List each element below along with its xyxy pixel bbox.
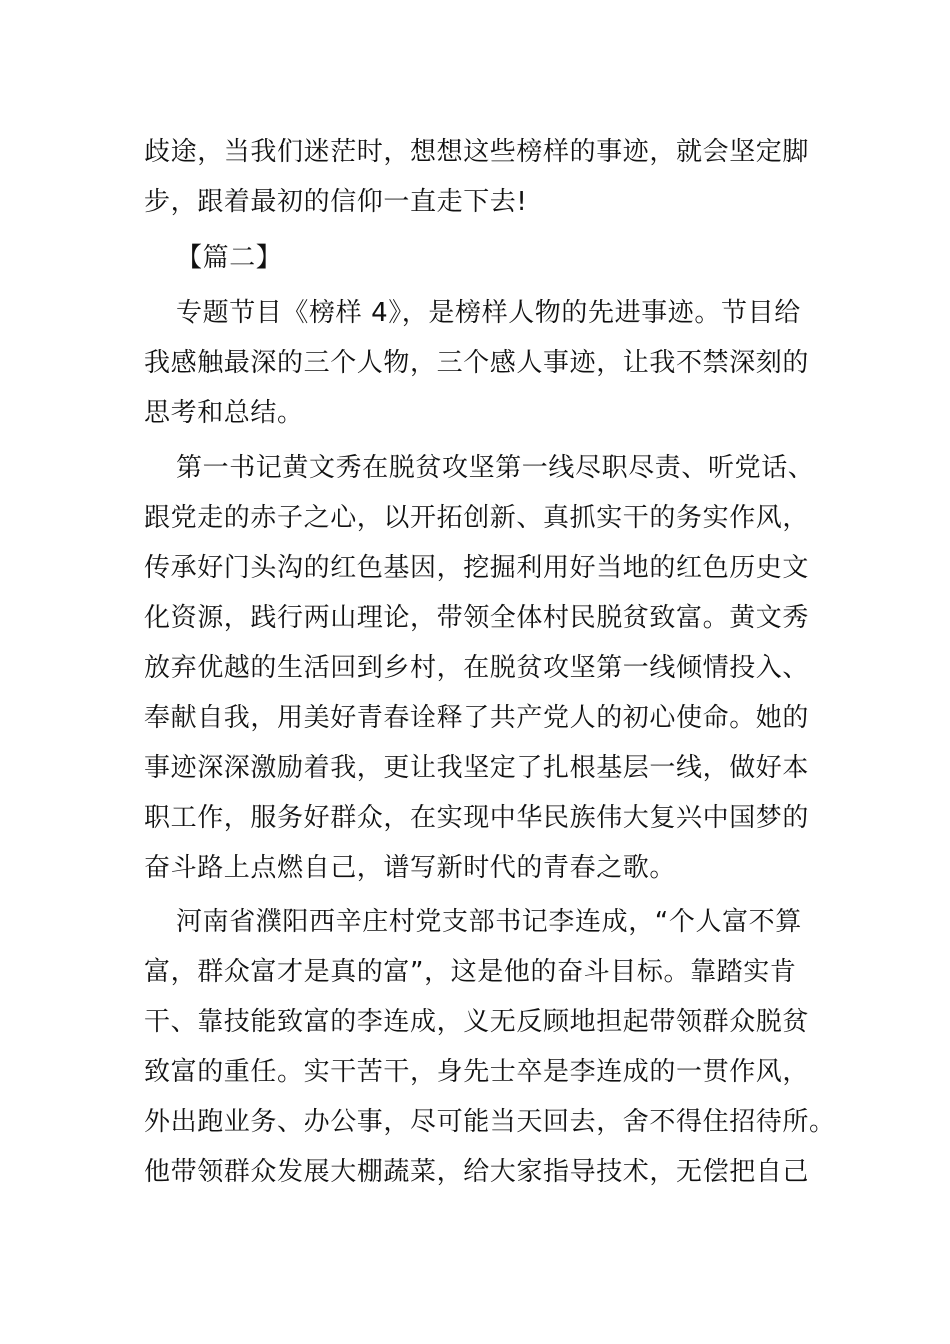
section-heading: 【篇二】 [176,243,283,273]
text-line: 化资源，践行两山理论，带领全体村民脱贫致富。黄文秀 [144,603,810,633]
text-line: 事迹深深激励着我，更让我坚定了扎根基层一线，做好本 [144,753,810,783]
text-line: 外出跑业务、办公事，尽可能当天回去，舍不得住招待所。 [144,1107,836,1137]
text-line: 思考和总结。 [144,398,304,428]
text-line: 奋斗路上点燃自己，谱写新时代的青春之歌。 [144,853,677,883]
text-line: 致富的重任。实干苦干，身先士卒是李连成的一贯作风， [144,1057,810,1087]
text-line: 跟党走的赤子之心，以开拓创新、真抓实干的务实作风， [144,503,810,533]
text-line: 奉献自我，用美好青春诠释了共产党人的初心使命。她的 [144,703,810,733]
text-line: 我感触最深的三个人物，三个感人事迹，让我不禁深刻的 [144,348,810,378]
text-line: 富，群众富才是真的富”，这是他的奋斗目标。靠踏实肯 [144,957,797,987]
text-line: 传承好门头沟的红色基因，挖掘利用好当地的红色历史文 [144,553,810,583]
text-line: 干、靠技能致富的李连成，义无反顾地担起带领群众脱贫 [144,1007,810,1037]
paragraph-first-line: 第一书记黄文秀在脱贫攻坚第一线尽职尽责、听党话、 [176,453,815,483]
text-line: 步，跟着最初的信仰一直走下去! [144,187,528,217]
text-line: 他带领群众发展大棚蔬菜，给大家指导技术，无偿把自己 [144,1157,810,1187]
text-line: 歧途，当我们迷茫时，想想这些榜样的事迹，就会坚定脚 [144,137,810,167]
text-line: 放弃优越的生活回到乡村，在脱贫攻坚第一线倾情投入、 [144,653,810,683]
text-line: 职工作，服务好群众，在实现中华民族伟大复兴中国梦的 [144,803,810,833]
paragraph-first-line: 河南省濮阳西辛庄村党支部书记李连成，“个人富不算 [176,907,802,937]
paragraph-first-line: 专题节目《榜样 4》，是榜样人物的先进事迹。节目给 [176,298,801,328]
